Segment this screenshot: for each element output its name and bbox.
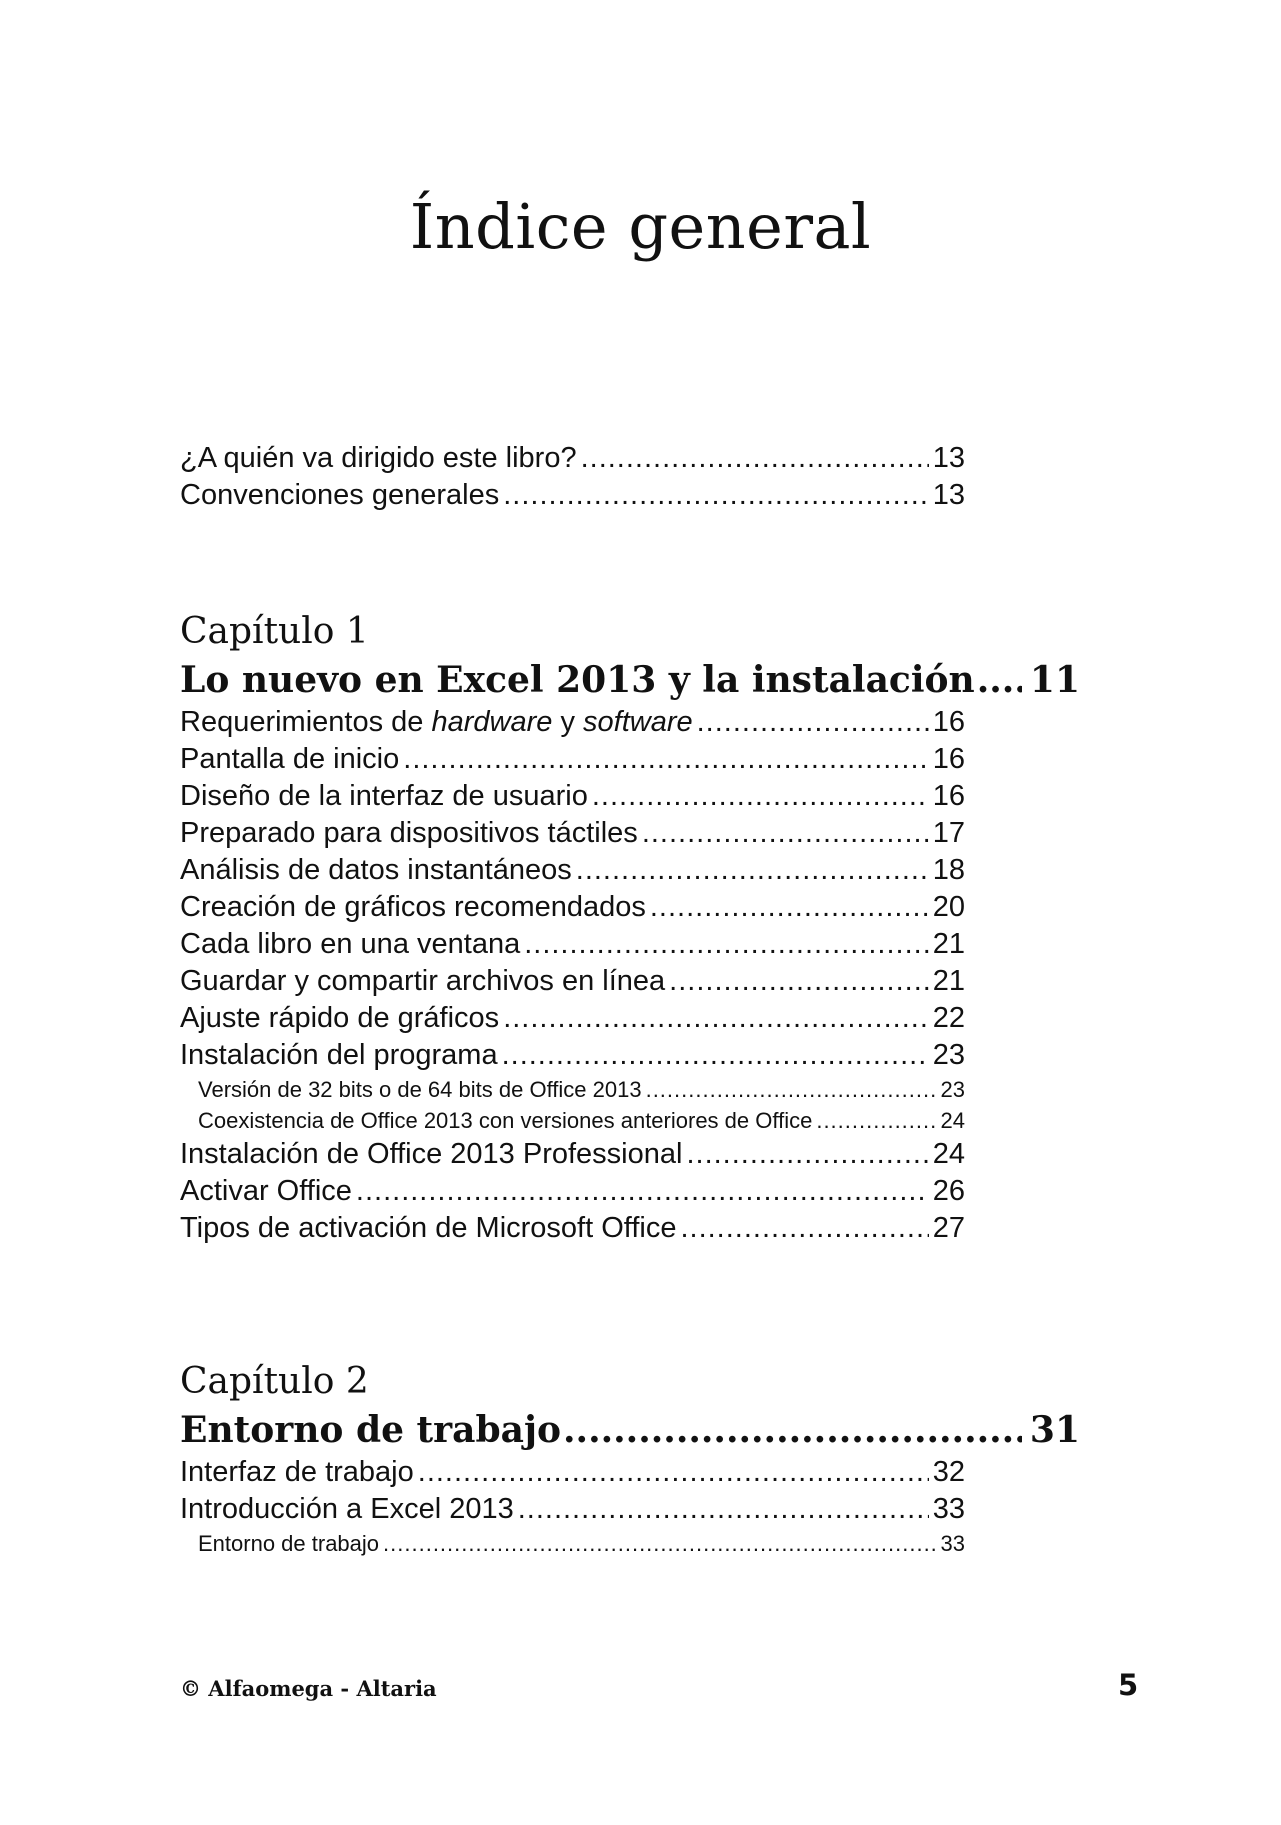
dot-leader xyxy=(650,889,929,926)
label-part: y xyxy=(552,706,584,738)
chapter-1-section xyxy=(180,608,1080,1247)
toc-entry-page: 13 xyxy=(932,479,965,511)
dot-leader xyxy=(816,1105,936,1136)
dot-leader xyxy=(502,1037,929,1074)
toc-entry xyxy=(180,1210,965,1247)
dot-leader xyxy=(356,1173,929,1210)
dot-leader xyxy=(646,1074,937,1105)
footer-page-number: 5 xyxy=(1118,1668,1139,1702)
chapter-2-section xyxy=(180,1358,1080,1559)
dot-leader xyxy=(977,656,1022,704)
toc-entry xyxy=(180,1136,965,1173)
toc-entry-page: 22 xyxy=(932,1002,965,1034)
dot-leader xyxy=(383,1528,936,1559)
toc-entry xyxy=(180,815,965,852)
chapter-title-page: 11 xyxy=(1029,659,1080,701)
dot-leader xyxy=(503,477,929,514)
toc-entry-page: 23 xyxy=(932,1039,965,1071)
toc-entry xyxy=(180,963,965,1000)
chapter-2-title xyxy=(180,1406,1080,1454)
toc-entry xyxy=(180,477,965,514)
chapter-title-text: Entorno de trabajo xyxy=(180,1409,562,1451)
toc-entry xyxy=(180,1173,965,1210)
toc-entry xyxy=(180,889,965,926)
toc-entry-label: Cada libro en una ventana xyxy=(180,928,521,960)
dot-leader xyxy=(581,440,929,477)
dot-leader xyxy=(592,778,929,815)
toc-subentry xyxy=(180,1105,965,1136)
toc-entry-page: 16 xyxy=(932,780,965,812)
toc-entry-page: 33 xyxy=(932,1493,965,1525)
toc-entry xyxy=(180,741,965,778)
toc-entry xyxy=(180,1037,965,1074)
page-title: Índice general xyxy=(409,190,872,263)
dot-leader xyxy=(418,1454,929,1491)
toc-entry-label: Tipos de activación de Microsoft Office xyxy=(180,1212,677,1244)
toc-entry-label: Ajuste rápido de gráficos xyxy=(180,1002,500,1034)
toc-entry-page: 21 xyxy=(932,965,965,997)
toc-entry-page: 32 xyxy=(932,1456,965,1488)
toc-entry xyxy=(180,852,965,889)
dot-leader xyxy=(669,963,929,1000)
label-part: Requerimientos de xyxy=(180,706,432,738)
toc-entry-label: Introducción a Excel 2013 xyxy=(180,1493,514,1525)
dot-leader xyxy=(697,704,929,741)
toc-entry-label: Instalación del programa xyxy=(180,1039,498,1071)
toc-entry-label: Creación de gráficos recomendados xyxy=(180,891,646,923)
toc-entry-label: Pantalla de inicio xyxy=(180,743,400,775)
toc-entry-page: 33 xyxy=(940,1531,965,1556)
dot-leader xyxy=(576,852,929,889)
toc-entry-label: Convenciones generales xyxy=(180,479,500,511)
toc-entry-page: 20 xyxy=(932,891,965,923)
toc-entry xyxy=(180,778,965,815)
footer-copyright: © Alfaomega - Altaria xyxy=(180,1676,437,1701)
toc-entry-label: Coexistencia de Office 2013 con versiones anteriores de Office xyxy=(198,1108,813,1133)
toc-entry-label: ¿A quién va dirigido este libro? xyxy=(180,442,577,474)
toc-entry-label: Instalación de Office 2013 Professional xyxy=(180,1138,683,1170)
toc-entry-label: Interfaz de trabajo xyxy=(180,1456,414,1488)
toc-entry-page: 17 xyxy=(932,817,965,849)
dot-leader xyxy=(686,1136,928,1173)
chapter-title-text: Lo nuevo en Excel 2013 y la instalación xyxy=(180,659,975,701)
dot-leader xyxy=(524,926,929,963)
toc-entry-label: Entorno de trabajo xyxy=(198,1531,380,1556)
dot-leader xyxy=(642,815,929,852)
chapter-1-label: Capítulo 1 xyxy=(180,611,369,652)
toc-entry xyxy=(180,1491,965,1528)
toc-entry-label: Diseño de la interfaz de usuario xyxy=(180,780,588,812)
dot-leader xyxy=(403,741,928,778)
label-italic-part: hardware xyxy=(431,706,553,738)
toc-entry xyxy=(180,1000,965,1037)
toc-entry-label: Versión de 32 bits o de 64 bits de Office 2013 xyxy=(198,1077,642,1102)
toc-entry-page: 16 xyxy=(932,743,965,775)
toc-entry-page: 16 xyxy=(932,706,965,738)
dot-leader xyxy=(518,1491,929,1528)
toc-entry-page: 18 xyxy=(932,854,965,886)
toc-entry-label: Preparado para dispositivos táctiles xyxy=(180,817,638,849)
label-italic-part: software xyxy=(583,706,693,738)
toc-entry-page: 24 xyxy=(932,1138,965,1170)
dot-leader xyxy=(503,1000,929,1037)
toc-entry xyxy=(180,704,965,741)
dot-leader xyxy=(563,1406,1022,1454)
toc-entry-label: Análisis de datos instantáneos xyxy=(180,854,572,886)
toc-entry-page: 24 xyxy=(940,1108,965,1133)
toc-entry-page: 13 xyxy=(932,442,965,474)
toc-subentry xyxy=(180,1528,965,1559)
dot-leader xyxy=(680,1210,928,1247)
chapter-2-label: Capítulo 2 xyxy=(180,1361,369,1402)
toc-entry-page: 27 xyxy=(932,1212,965,1244)
intro-toc xyxy=(180,440,965,514)
toc-entry-page: 23 xyxy=(940,1077,965,1102)
chapter-title-page: 31 xyxy=(1029,1409,1080,1451)
toc-entry-page: 21 xyxy=(932,928,965,960)
toc-entry xyxy=(180,926,965,963)
toc-subentry xyxy=(180,1074,965,1105)
toc-entry-label xyxy=(180,704,693,741)
toc-entry-label: Guardar y compartir archivos en línea xyxy=(180,965,666,997)
chapter-1-title xyxy=(180,656,1080,704)
toc-entry-page: 26 xyxy=(932,1175,965,1207)
toc-entry-label: Activar Office xyxy=(180,1175,352,1207)
toc-entry xyxy=(180,1454,965,1491)
toc-entry xyxy=(180,440,965,477)
